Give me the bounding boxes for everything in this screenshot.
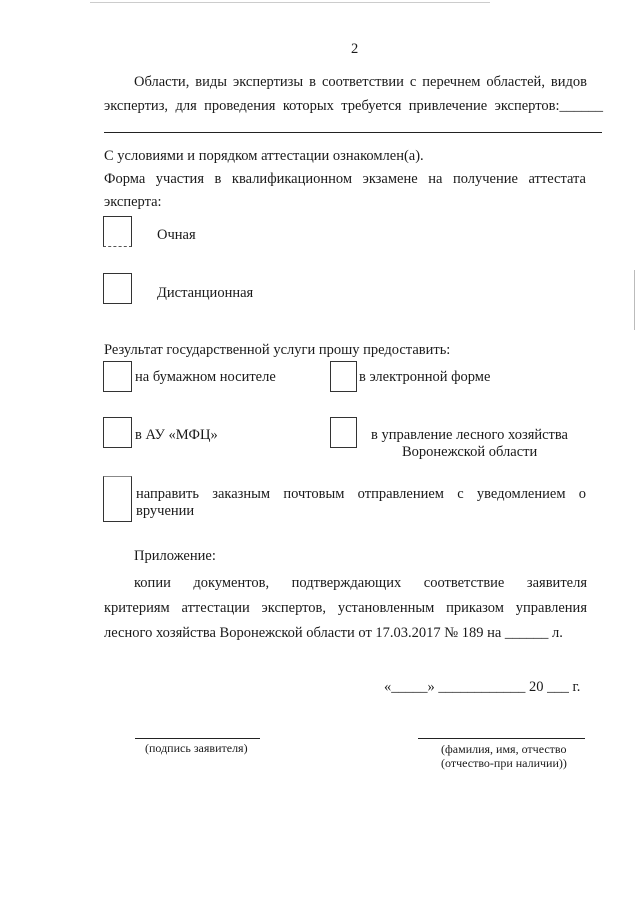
attachment-line-1: копии документов, подтверждающих соответствие заявителя bbox=[134, 575, 587, 591]
scan-edge-mark bbox=[634, 270, 635, 330]
acquainted-statement: С условиями и порядком аттестации ознакомлен(а). bbox=[104, 148, 424, 164]
form-line-2: эксперта: bbox=[104, 194, 162, 210]
checkbox-electronic[interactable] bbox=[330, 361, 357, 392]
form-line-1: Форма участия в квалификационном экзамене на получение аттестата bbox=[104, 171, 586, 187]
label-paper: на бумажном носителе bbox=[135, 369, 276, 385]
checkbox-paper[interactable] bbox=[103, 361, 132, 392]
checkbox-remote[interactable] bbox=[103, 273, 132, 304]
name-caption-line-2: (отчество-при наличии)) bbox=[441, 756, 567, 770]
label-mail-line-2: вручении bbox=[136, 503, 195, 519]
label-mfc: в АУ «МФЦ» bbox=[135, 427, 218, 443]
name-line bbox=[418, 738, 585, 739]
areas-line-1: Области, виды экспертизы в соответствии с перечнем областей, видов bbox=[134, 74, 587, 90]
label-electronic: в электронной форме bbox=[359, 369, 491, 385]
signature-caption: (подпись заявителя) bbox=[145, 741, 248, 755]
areas-blank-line bbox=[104, 132, 602, 133]
attachment-line-3: лесного хозяйства Воронежской области от 17.03.2017 № 189 на ______ л. bbox=[104, 625, 563, 641]
attachment-line-2: критериям аттестации экспертов, установленным приказом управления bbox=[104, 600, 587, 616]
result-heading: Результат государственной услуги прошу предоставить: bbox=[104, 342, 451, 358]
checkbox-mfc[interactable] bbox=[103, 417, 132, 448]
areas-line-2: экспертиз, для проведения которых требуется привлечение экспертов:______ bbox=[104, 98, 603, 114]
label-in-person: Очная bbox=[157, 227, 196, 243]
date-line: «_____» ____________ 20 ___ г. bbox=[384, 679, 581, 695]
label-remote: Дистанционная bbox=[157, 285, 254, 301]
label-forestry-line-1: в управление лесного хозяйства bbox=[371, 427, 568, 443]
checkbox-in-person[interactable] bbox=[103, 216, 132, 247]
attachment-heading: Приложение: bbox=[134, 548, 216, 564]
checkbox-forestry-office[interactable] bbox=[330, 417, 357, 448]
checkbox-registered-mail[interactable] bbox=[103, 476, 132, 522]
label-mail-line-1: направить заказным почтовым отправлением с уведомлением о bbox=[136, 486, 586, 502]
page-number: 2 bbox=[351, 41, 359, 57]
scan-top-edge bbox=[90, 2, 490, 3]
label-forestry-line-2: Воронежской области bbox=[402, 444, 538, 460]
name-caption-line-1: (фамилия, имя, отчество bbox=[441, 742, 567, 756]
signature-line bbox=[135, 738, 260, 739]
